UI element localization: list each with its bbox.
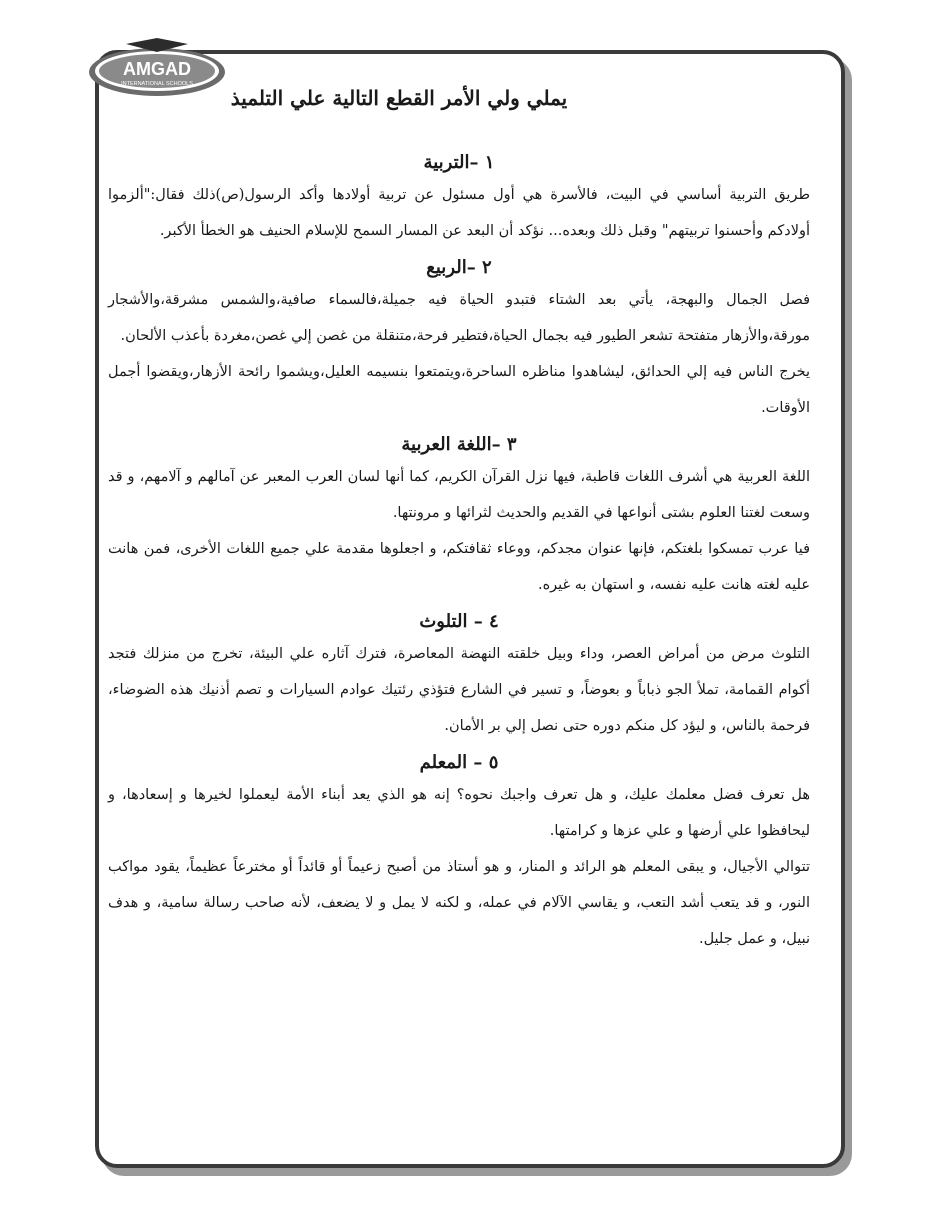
section-arabic-language	[108, 434, 810, 603]
section-title: ٥ – المعلم	[419, 752, 499, 773]
paragraph: فيا عرب تمسكوا بلغتكم، فإنها عنوان مجدكم، ووعاء ثقافتكم، و اجعلوها مقدمة علي جميع اللغات الأخرى، فمن هانت عليه لغته هانت عليه نفسه، و استهان به غيره.	[108, 541, 810, 593]
section-title: ٢ –الربيع	[426, 257, 492, 278]
page-title: يملي ولي الأمر القطع التالية علي التلميذ	[230, 86, 568, 110]
section-teacher	[108, 752, 810, 957]
section-title: ٣ –اللغة العربية	[401, 434, 517, 455]
section-title: ١ –التربية	[423, 152, 495, 173]
logo-tagline: INTERNATIONAL SCHOOLS	[121, 81, 193, 87]
paragraph: هل تعرف فضل معلمك عليك، و هل تعرف واجبك نحوه؟ إنه هو الذي يعد أبناء الأمة ليعملوا لخيرها و إسعادها، و ليحافظوا علي أرضها و علي عزها و كرامتها.	[108, 787, 810, 839]
section-tarbiya	[108, 152, 810, 249]
section-title: ٤ – التلوث	[419, 611, 499, 632]
paragraph: اللغة العربية هي أشرف اللغات قاطبة، فيها نزل القرآن الكريم، كما أنها لسان العرب المعبر عن آمالهم و آلامهم، و قد وسعت لغتنا العلوم بشتى أنواعها في القديم والحديث لثرائها و مرونتها.	[108, 469, 810, 521]
paragraph: يخرج الناس فيه إلي الحدائق، ليشاهدوا مناظره الساحرة،ويتمتعوا بنسيمه العليل،ويشموا رائحة الأزهار،ويقضوا أجمل الأوقات.	[108, 364, 810, 416]
paragraph: تتوالي الأجيال، و يبقى المعلم هو الرائد و المنار، و هو أستاذ من أصبح زعيماً أو قائداً أو مخترعاً عظيماً، يقود مواكب النور، و قد يتعب أشد التعب، و يقاسي الآلام في عمله، و لكنه لا يمل و لا يضعف، لأنه صاحب رسالة سامية، و هدف نبيل، و عمل جليل.	[108, 859, 810, 947]
paragraph: فصل الجمال والبهجة، يأتي بعد الشتاء فتبدو الحياة فيه جميلة،فالسماء صافية،والشمس مشرقة،والأشجار مورقة،والأزهار متفتحة تشعر الطيور فيه بجمال الحياة،فتطير فرحة،متنقلة من غصن إلي غصن،مغردة بأعذب الألحان.	[108, 292, 810, 344]
paragraph: طريق التربية أساسي في البيت، فالأسرة هي أول مسئول عن تربية أولادها وأكد الرسول(ص)ذلك فقال:"ألزموا أولادكم وأحسنوا تربيتهم" وقبل ذلك وبعده... نؤكد أن البعد عن المسار السمح للإسلام الحنيف هو الخطأ الأكبر.	[108, 187, 810, 239]
paragraph: التلوث مرض من أمراض العصر، وداء وبيل خلقته النهضة المعاصرة، فترك آثاره علي البيئة، تخرج من منزلك فتجد أكوام القمامة، تملأ الجو ذباباً و بعوضاً، و تسير في الشارع فتؤذي رئتيك عوادم السيارات و تصم أذنيك هذه الضوضاء، فرحمة بالناس، و ليؤد كل منكم دوره حتى نصل إلي بر الأمان.	[108, 646, 810, 734]
document-content	[108, 80, 810, 957]
section-rabee	[108, 257, 810, 426]
section-pollution	[108, 611, 810, 744]
logo-brand: AMGAD	[123, 59, 191, 79]
